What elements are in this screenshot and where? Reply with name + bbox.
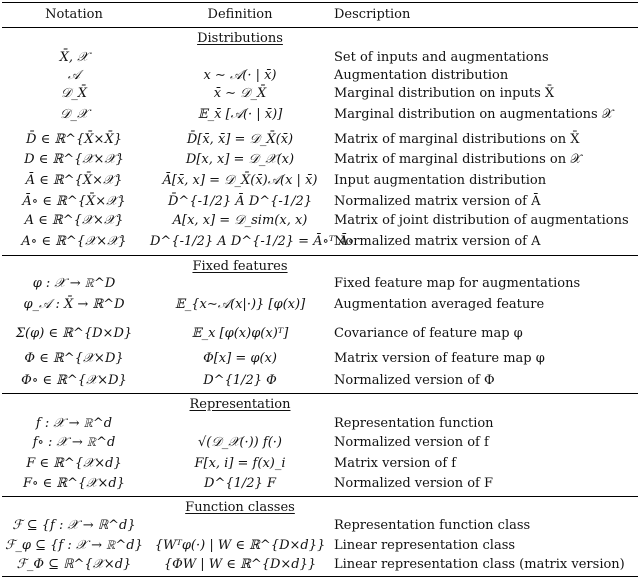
table-row [0, 274, 640, 294]
notation-cell: Ā ∈ ℝ^{X̄×𝒳} [25, 173, 123, 188]
description-cell: Normalized matrix version of Ā [334, 194, 541, 209]
table-row [0, 536, 640, 556]
table-row [0, 295, 640, 315]
section-title-distributions: Distributions [197, 31, 283, 46]
header-notation: Notation [45, 7, 103, 22]
table-row [0, 66, 640, 86]
definition-cell: D^{1/2} Φ [203, 373, 277, 388]
table-row [0, 84, 640, 104]
description-cell: Matrix version of feature map φ [334, 351, 545, 366]
table-row [0, 433, 640, 453]
notation-cell: Σ(φ) ∈ ℝ^{D×D} [15, 326, 133, 341]
description-cell: Matrix of marginal distributions on 𝒳 [334, 152, 582, 167]
table-row [0, 454, 640, 474]
definition-cell: Φ[x] = φ(x) [203, 351, 277, 366]
notation-cell: ℱ_φ ⊆ {f : 𝒳 → ℝ^d} [5, 538, 143, 553]
description-cell: Marginal distribution on augmentations 𝒳 [334, 107, 614, 122]
table-row [0, 48, 640, 68]
header-row [0, 5, 640, 25]
definition-cell: D^{-1/2} A D^{-1/2} = Ā∘ᵀ Ā∘ [150, 234, 355, 249]
bottom-rule [2, 576, 638, 577]
definition-cell: {ΦW | W ∈ ℝ^{D×d}} [163, 557, 317, 572]
definition-cell: x ∼ 𝒜(· | x̄) [203, 68, 277, 83]
notation-cell: ℱ ⊆ {f : 𝒳 → ℝ^d} [12, 518, 136, 533]
notation-cell: F∘ ∈ ℝ^{𝒳×d} [23, 476, 125, 491]
description-cell: Matrix of marginal distributions on X̄ [334, 132, 580, 147]
table-row [0, 171, 640, 191]
notation-cell: X̄, 𝒳 [59, 50, 89, 65]
definition-cell [150, 516, 330, 536]
notation-cell: A∘ ∈ ℝ^{𝒳×𝒳} [21, 234, 127, 249]
notation-cell: φ_𝒜 : X̄ → ℝ^D [23, 297, 125, 312]
definition-cell: {Wᵀφ(·) | W ∈ ℝ^{D×d}} [154, 538, 326, 553]
table-row [0, 474, 640, 494]
top-rule [2, 2, 638, 3]
description-cell: Fixed feature map for augmentations [334, 276, 581, 291]
notation-cell: 𝒟_𝒳 [59, 107, 89, 122]
notation-cell: 𝒟_X̄ [60, 86, 88, 101]
section-title-representation: Representation [189, 397, 291, 412]
notation-cell: D̄ ∈ ℝ^{X̄×X̄} [26, 132, 122, 147]
notation-cell: f∘ : 𝒳 → ℝ^d [32, 435, 116, 450]
notation-cell: D ∈ ℝ^{𝒳×𝒳} [24, 152, 124, 167]
table-row [0, 349, 640, 369]
definition-cell: 𝔼_x̄ [𝒜(· | x̄)] [197, 107, 283, 122]
description-cell: Augmentation distribution [334, 68, 509, 83]
table-row [0, 192, 640, 212]
definition-cell: 𝔼_{x∼𝒜(x|·)} [φ(x)] [174, 297, 306, 312]
notation-cell: Φ ∈ ℝ^{𝒳×D} [24, 351, 124, 366]
description-cell: Representation function class [334, 518, 531, 533]
definition-cell: √(𝒟_𝒳(·)) f(·) [198, 435, 282, 450]
description-cell: Covariance of feature map φ [334, 326, 523, 341]
table-row [0, 150, 640, 170]
description-cell: Set of inputs and augmentations [334, 50, 549, 65]
description-cell: Matrix of joint distribution of augmentations [334, 213, 629, 228]
header-rule [2, 27, 638, 28]
table-row [0, 555, 640, 575]
table-row [0, 371, 640, 391]
notation-cell: F ∈ ℝ^{𝒳×d} [26, 456, 122, 471]
table-row [0, 211, 640, 231]
notation-cell: f : 𝒳 → ℝ^d [35, 416, 113, 431]
section-rule [2, 393, 638, 394]
notation-cell: A ∈ ℝ^{𝒳×𝒳} [24, 213, 124, 228]
header-definition: Definition [207, 7, 273, 22]
table-row [0, 232, 640, 252]
definition-cell [150, 274, 330, 294]
table-row [0, 105, 640, 125]
description-cell: Matrix version of f [334, 456, 457, 471]
notation-cell: Φ∘ ∈ ℝ^{𝒳×D} [21, 373, 127, 388]
description-cell: Linear representation class (matrix version) [334, 557, 625, 572]
description-cell: Normalized version of Φ [334, 373, 495, 388]
section-rule [2, 496, 638, 497]
section-rule [2, 255, 638, 256]
notation-cell: Ā∘ ∈ ℝ^{X̄×𝒳} [22, 194, 126, 209]
notation-cell: ℱ_Φ ⊆ ℝ^{𝒳×d} [16, 557, 132, 572]
header-description: Description [334, 7, 411, 22]
definition-cell: 𝔼_x [φ(x)φ(x)ᵀ] [191, 326, 289, 341]
definition-cell: D̄[x̄, x̄] = 𝒟_X̄(x̄) [186, 132, 294, 147]
definition-cell: F[x, i] = f(x)_i [194, 456, 286, 471]
notation-cell: 𝒜 [67, 68, 81, 83]
notation-cell: φ : 𝒳 → ℝ^D [32, 276, 116, 291]
table-row [0, 414, 640, 434]
description-cell: Representation function [334, 416, 494, 431]
description-cell: Normalized matrix version of A [334, 234, 541, 249]
section-title-fixed-features: Fixed features [192, 259, 288, 274]
definition-cell [150, 48, 330, 68]
definition-cell [150, 414, 330, 434]
section-title-function-classes: Function classes [185, 500, 295, 515]
definition-cell: D^{1/2} F [204, 476, 276, 491]
definition-cell: A[x, x] = 𝒟_sim(x, x) [172, 213, 308, 228]
description-cell: Normalized version of F [334, 476, 494, 491]
table-row [0, 516, 640, 536]
description-cell: Normalized version of f [334, 435, 489, 450]
table-row [0, 130, 640, 150]
definition-cell: Ā[x̄, x] = 𝒟_X̄(x̄)𝒜(x | x̄) [162, 173, 318, 188]
description-cell: Linear representation class [334, 538, 516, 553]
table-row [0, 324, 640, 344]
description-cell: Augmentation averaged feature [334, 297, 545, 312]
description-cell: Marginal distribution on inputs X̄ [334, 86, 555, 101]
description-cell: Input augmentation distribution [334, 173, 547, 188]
definition-cell: D̄^{-1/2} Ā D^{-1/2} [168, 194, 312, 209]
definition-cell: D[x, x] = 𝒟_𝒳(x) [185, 152, 295, 167]
definition-cell: x̄ ∼ 𝒟_X̄ [213, 86, 267, 101]
